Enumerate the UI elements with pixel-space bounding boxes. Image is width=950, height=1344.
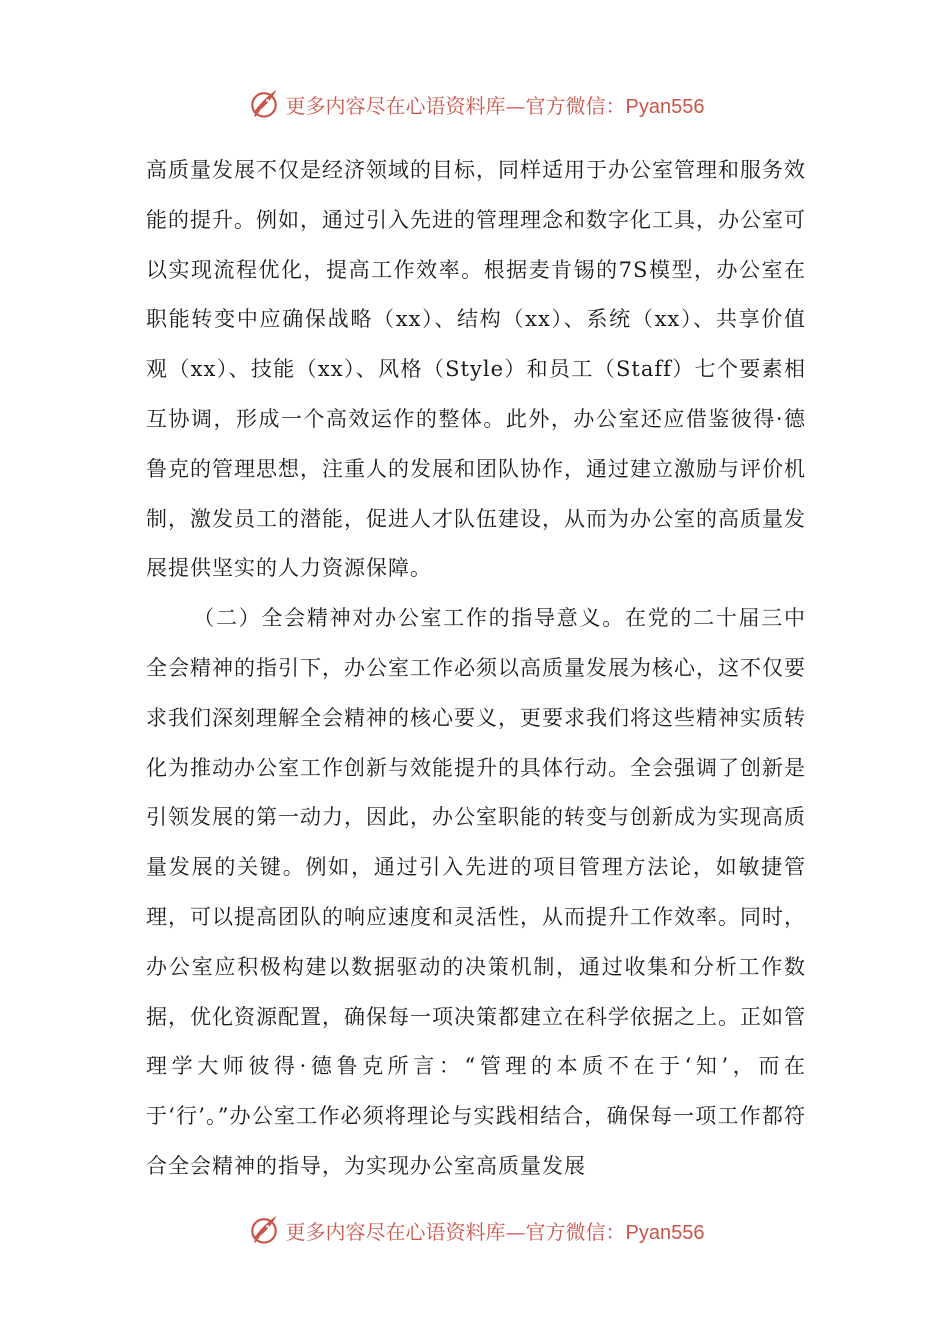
- footer-watermark-dash: —: [505, 1219, 526, 1244]
- pen-nib-logo-icon: [246, 86, 282, 122]
- footer-watermark-text: [286, 1216, 705, 1245]
- header-watermark-dash: —: [505, 93, 526, 118]
- header-watermark-id: Pyan556: [625, 95, 705, 118]
- paragraph-2: （二）全会精神对办公室工作的指导意义。在党的二十届三中全会精神的指引下，办公室工作必须以高质量发展为核心，这不仅要求我们深刻理解全会精神的核心要义，更要求我们将这些精神实质转化为推动办公室工作创新与效能提升的具体行动。全会强调了创新是引领发展的第一动力，因此，办公室职能的转变与创新成为实现高质量发展的关键。例如，通过引入先进的项目管理方法论，如敏捷管理，可以提高团队的响应速度和灵活性，从而提升工作效率。同时，办公室应积极构建以数据驱动的决策机制，通过收集和分析工作数据，优化资源配置，确保每一项决策都建立在科学依据之上。正如管理学大师彼得·德鲁克所言：“管理的本质不在于‘知’，而在于‘行’。”办公室工作必须将理论与实践相结合，确保每一项工作都符合全会精神的指导，为实现办公室高质量发展: [146, 606, 806, 1178]
- footer-watermark-main: 更多内容尽在心语资料库: [285, 1219, 506, 1244]
- footer-watermark: [0, 1210, 950, 1250]
- header-watermark-text: [286, 90, 705, 119]
- paragraph-1: 高质量发展不仅是经济领域的目标，同样适用于办公室管理和服务效能的提升。例如，通过引入先进的管理理念和数字化工具，办公室可以实现流程优化，提高工作效率。根据麦肯锡的7S模型，办公室在职能转变中应确保战略（xx）、结构（xx）、系统（xx）、共享价值观（xx）、技能（xx）、风格（Style）和员工（Staff）七个要素相互协调，形成一个高效运作的整体。此外，办公室还应借鉴彼得·德鲁克的管理思想，注重人的发展和团队协作，通过建立激励与评价机制，激发员工的潜能，促进人才队伍建设，从而为办公室的高质量发展提供坚实的人力资源保障。: [146, 158, 806, 581]
- pen-nib-logo-icon: [246, 1212, 282, 1248]
- header-watermark-main: 更多内容尽在心语资料库: [285, 93, 506, 118]
- header-watermark-wechat: 官方微信：: [525, 93, 626, 118]
- footer-watermark-wechat: 官方微信：: [525, 1219, 626, 1244]
- header-watermark: [0, 84, 950, 124]
- footer-watermark-id: Pyan556: [625, 1221, 705, 1244]
- document-body: [146, 146, 806, 1192]
